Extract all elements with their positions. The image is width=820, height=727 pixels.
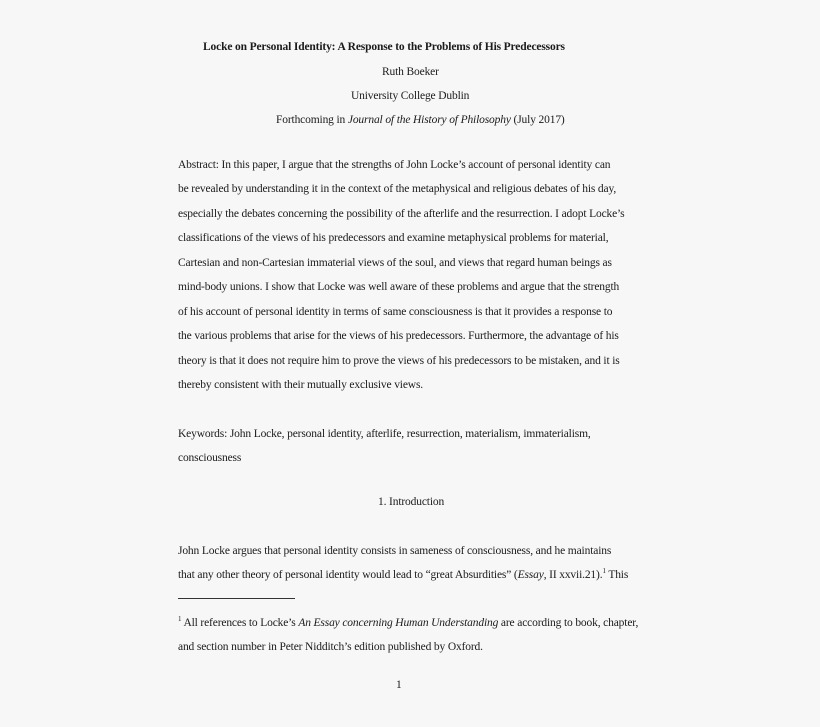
footnote-text-segment: All references to Locke’s (181, 617, 299, 629)
affiliation: University College Dublin (351, 90, 470, 102)
author-name: Ruth Boeker (382, 66, 439, 78)
forthcoming-suffix: (July 2017) (510, 114, 565, 126)
footnote-line (178, 616, 638, 630)
abstract-line: classifications of the views of his predecessors and examine metaphysical problems for material, (178, 232, 609, 244)
abstract-line: theory is that it does not require him to prove the views of his predecessors to be mistaken, and it is (178, 355, 620, 367)
footnote-reference: 1 (602, 567, 606, 575)
forthcoming-note (276, 113, 565, 127)
forthcoming-prefix: Forthcoming in (276, 114, 348, 126)
body-line (178, 568, 628, 582)
body-text-segment: , II xxvii.21). (543, 569, 603, 581)
journal-name: Journal of the History of Philosophy (347, 114, 511, 126)
section-heading: 1. Introduction (378, 496, 445, 508)
abstract-line: Cartesian and non-Cartesian immaterial views of the soul, and views that regard human beings as (178, 257, 612, 269)
abstract-line: thereby consistent with their mutually exclusive views. (178, 379, 424, 391)
abstract-line: the various problems that arise for the views of his predecessors. Furthermore, the advantage of his (178, 330, 619, 342)
body-text-segment: that any other theory of personal identity would lead to “great Absurdities” ( (178, 569, 518, 581)
paper-title: Locke on Personal Identity: A Response to the Problems of His Predecessors (203, 41, 565, 53)
footnote-marker: 1 (178, 615, 182, 623)
keywords-line: consciousness (178, 452, 242, 464)
essay-title-abbrev: Essay (517, 569, 544, 581)
body-line: John Locke argues that personal identity consists in sameness of consciousness, and he maintains (178, 545, 612, 557)
abstract-line: of his account of personal identity in terms of same consciousness is that it provides a response to (178, 306, 613, 318)
footnote-text-segment: are according to book, chapter, (498, 617, 639, 629)
body-text-segment: This (605, 569, 629, 581)
footnote-book-title: An Essay concerning Human Understanding (298, 617, 499, 629)
page-number: 1 (396, 679, 402, 691)
abstract-line: be revealed by understanding it in the context of the metaphysical and religious debates of his day, (178, 183, 617, 195)
abstract-line: Abstract: In this paper, I argue that the strengths of John Locke’s account of personal identity can (178, 159, 611, 171)
abstract-line: especially the debates concerning the possibility of the afterlife and the resurrection. I adopt Locke’s (178, 208, 625, 220)
abstract-line: mind-body unions. I show that Locke was well aware of these problems and argue that the strength (178, 281, 620, 293)
footnote-divider (178, 598, 295, 599)
footnote-line: and section number in Peter Nidditch’s edition published by Oxford. (178, 641, 483, 653)
keywords-line: Keywords: John Locke, personal identity, afterlife, resurrection, materialism, immaterialism, (178, 428, 591, 440)
